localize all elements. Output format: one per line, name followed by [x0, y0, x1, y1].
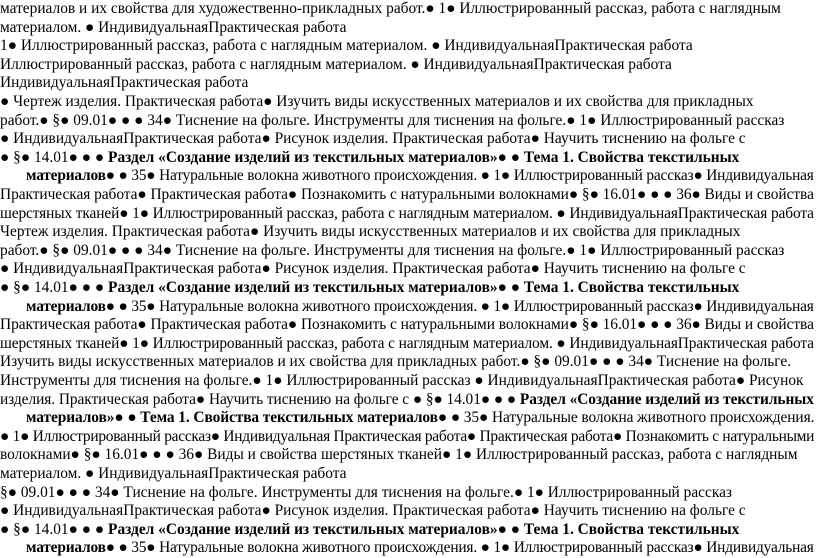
text-run: шерстяных тканей● 1● Иллюстрированный рассказ, работа с наглядным материалом. ● ИндивидуальнаяПрактическая работа — [0, 204, 814, 222]
text-line — [0, 112, 784, 131]
text-line — [26, 298, 814, 317]
text-line — [0, 37, 693, 56]
text-run: Практическая работа● Практическая работа● Познакомить с натуральными волокнами● §● 16.01● ● ● 36● Виды и свойства — [0, 316, 814, 334]
text-line — [0, 130, 746, 149]
bold-text-run: Раздел «Создание изделий из текстильных материалов»● ● Тема 1. Свойства текстильных — [108, 279, 740, 296]
text-run: ● §● 14.01● ● ● — [0, 279, 109, 296]
text-run: Изучить виды искусственных материалов и их свойства для прикладных работ.● §● 09.01● ● ● 34● Тиснение на фольге. — [0, 353, 792, 371]
bold-text-run: Раздел «Создание изделий из текстильных материалов»● ● Тема 1. Свойства текстильных — [108, 520, 740, 538]
text-run: Чертеж изделия. Практическая работа● Изучить виды искусственных материалов и их свойства для прикладных — [0, 223, 741, 241]
text-run: ● ИндивидуальнаяПрактическая работа● Рисунок изделия. Практическая работа● Научить тиснению на фольге с — [0, 130, 746, 148]
text-run: 1● Иллюстрированный рассказ, работа с наглядным материалом. ● ИндивидуальнаяПрактическая работа — [0, 37, 693, 55]
text-line — [0, 93, 754, 112]
text-line — [0, 223, 740, 242]
text-run: Иллюстрированный рассказ, работа с наглядным материалом. ● ИндивидуальнаяПрактическая работа — [0, 55, 672, 73]
text-run: ● ● 35● Натуральные волокна животного происхождения. ● 1● Иллюстрированный рассказ● Индивидуальная — [105, 539, 814, 557]
text-line — [0, 446, 797, 465]
text-line — [0, 205, 814, 224]
text-line — [0, 260, 746, 279]
text-run: ● ИндивидуальнаяПрактическая работа● Рисунок изделия. Практическая работа● Научить тиснению на фольге с — [0, 502, 746, 520]
bold-text-run: материалов — [26, 539, 106, 557]
text-run: Инструменты для тиснения на фольге.● 1● Иллюстрированный рассказ ● ИндивидуальнаяПрактическая работа● Рисунок — [0, 372, 804, 389]
text-line — [0, 502, 746, 521]
text-run: работ.● §● 09.01● ● ● 34● Тиснение на фольге. Инструменты для тиснения на фольге.● 1● Иллюстрированный рассказ — [0, 241, 785, 259]
text-run: ● ● 35● Натуральные волокна животного происхождения. — [437, 409, 815, 427]
text-line — [0, 186, 814, 205]
text-run: ● §● 14.01● ● ● — [0, 520, 109, 538]
text-run: §● 09.01● ● ● 34● Тиснение на фольге. Инструменты для тиснения на фольге.● 1● Иллюстрированный рассказ — [0, 483, 732, 501]
text-line — [0, 335, 814, 354]
text-line — [0, 428, 814, 447]
bold-text-run: Раздел «Создание изделий из текстильных материалов»● ● Тема 1. Свойства текстильных — [108, 148, 740, 166]
text-run: Практическая работа● Практическая работа● Познакомить с натуральными волокнами● §● 16.01● ● ● 36● Виды и свойства — [0, 186, 814, 203]
text-run: материалом. ● ИндивидуальнаяПрактическая работа — [0, 465, 347, 482]
text-run: ● Чертеж изделия. Практическая работа● Изучить виды искусственных материалов и их свойства для прикладных — [0, 93, 754, 110]
text-run: ● §● 14.01● ● ● — [0, 148, 109, 166]
text-line — [0, 149, 739, 168]
text-line — [26, 409, 814, 428]
text-run: ИндивидуальнаяПрактическая работа — [0, 74, 249, 92]
text-run: работ.● §● 09.01● ● ● 34● Тиснение на фольге. Инструменты для тиснения на фольге.● 1● Иллюстрированный рассказ — [0, 111, 785, 129]
text-line — [0, 56, 672, 75]
text-line — [0, 521, 739, 540]
text-line — [0, 484, 732, 503]
text-run: материалов и их свойства для художественно-прикладных работ.● 1● Иллюстрированный рассказ, работа с наглядным — [0, 0, 781, 17]
text-run: ● ● 35● Натуральные волокна животного происхождения. ● 1● Иллюстрированный рассказ● Индивидуальная — [105, 297, 814, 315]
text-line — [0, 74, 248, 93]
text-run: материалом. ● ИндивидуальнаяПрактическая работа — [0, 18, 347, 36]
text-line — [0, 279, 739, 298]
text-line — [0, 0, 781, 19]
text-line — [0, 316, 814, 335]
text-run: ● ● 35● Натуральные волокна животного происхождения. ● 1● Иллюстрированный рассказ● Индивидуальная — [105, 167, 814, 185]
text-line — [0, 391, 814, 410]
text-line — [0, 372, 804, 391]
text-run: ● 1● Иллюстрированный рассказ● Индивидуальная Практическая работа● Практическая работа● Познакомить с натуральными — [0, 427, 815, 445]
bold-text-run: Раздел «Создание изделий из текстильных — [519, 390, 814, 408]
text-line — [0, 19, 347, 38]
text-line — [26, 167, 814, 186]
text-line — [0, 465, 347, 484]
text-run: волокнами● §● 16.01● ● ● 36● Виды и свойства шерстяных тканей● 1● Иллюстрированный рассказ, работа с наглядным — [0, 446, 798, 464]
text-line — [26, 539, 814, 558]
bold-text-run: материалов»● ● Тема 1. Свойства текстильных материалов — [26, 409, 438, 427]
bold-text-run: материалов — [26, 297, 106, 315]
text-line — [0, 353, 791, 372]
bold-text-run: материалов — [26, 167, 106, 185]
text-run: шерстяных тканей● 1● Иллюстрированный рассказ, работа с наглядным материалом. ● ИндивидуальнаяПрактическая работа — [0, 334, 814, 352]
text-run: ● ИндивидуальнаяПрактическая работа● Рисунок изделия. Практическая работа● Научить тиснению на фольге с — [0, 260, 746, 278]
text-run: изделия. Практическая работа● Научить тиснению на фольге с ● §● 14.01● ● ● — [0, 390, 520, 408]
text-line — [0, 242, 784, 261]
